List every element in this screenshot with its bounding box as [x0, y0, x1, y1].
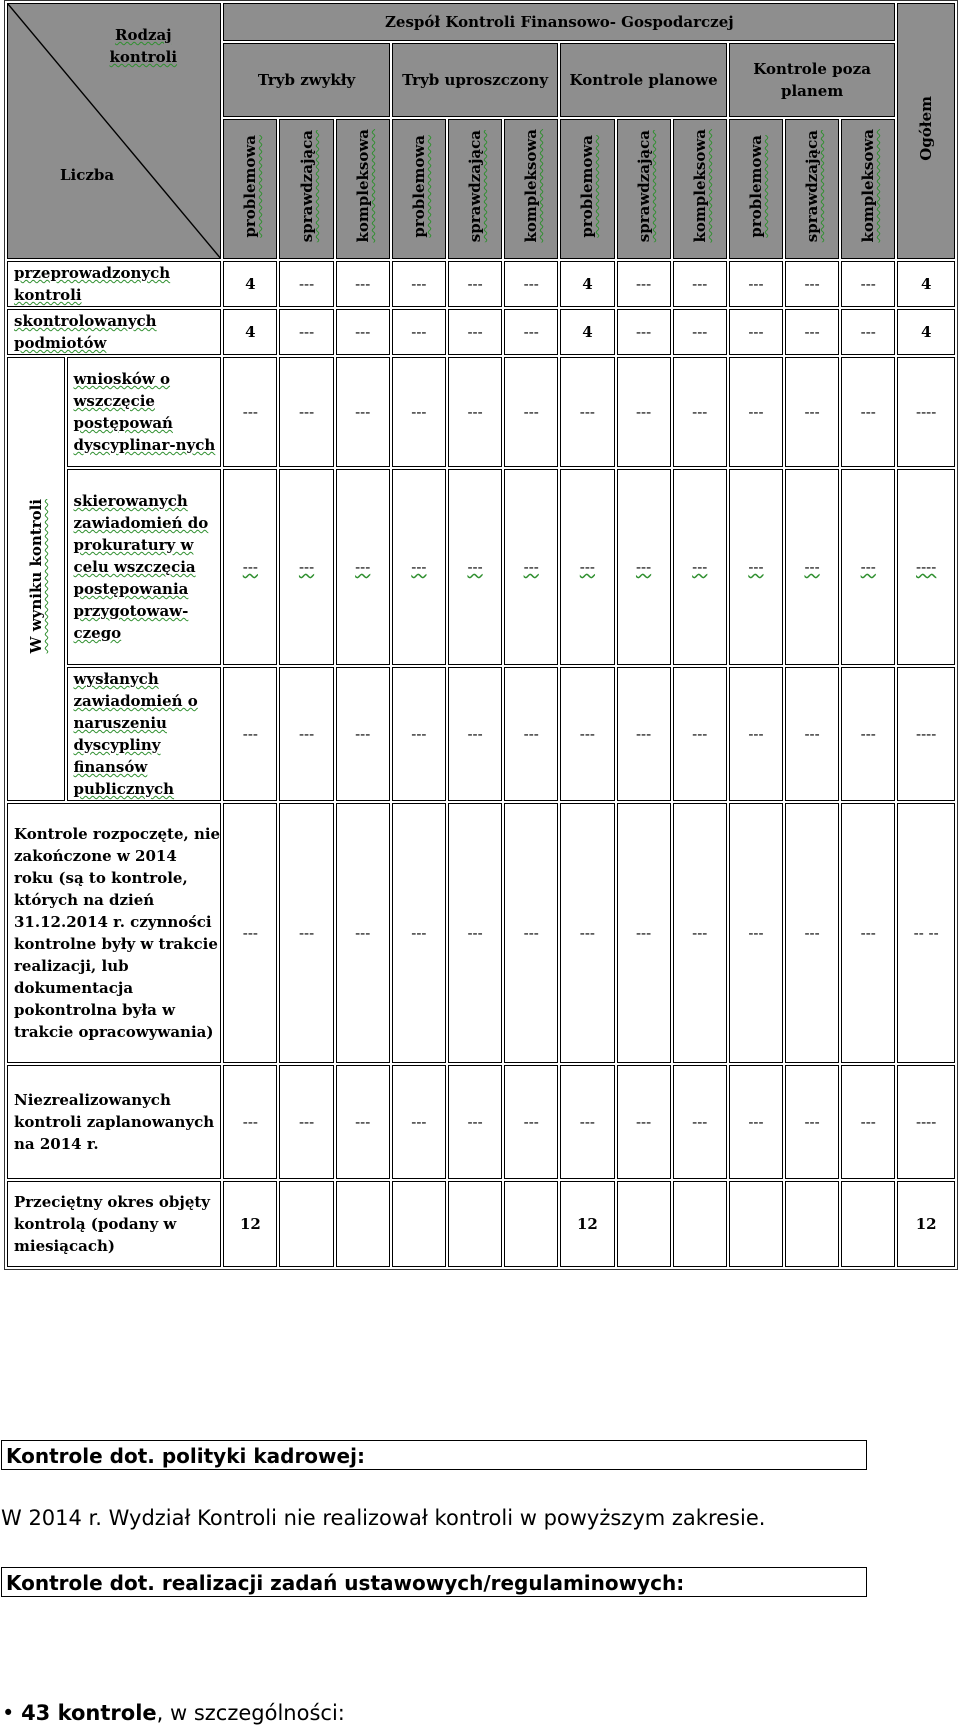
table-cell: ---: [279, 667, 333, 801]
subheader: sprawdzająca: [634, 129, 653, 243]
corner-bottom-label: Liczba: [60, 166, 115, 184]
subheader-cell: [279, 119, 333, 259]
table-cell: ---: [729, 261, 783, 307]
subheader: sprawdzająca: [297, 129, 316, 243]
table-cell: [729, 1181, 783, 1267]
control-table-image: [4, 0, 958, 1278]
table-cell: ---: [504, 309, 558, 355]
table-cell: ---: [841, 1065, 895, 1179]
subheader: kompleksowa: [859, 129, 878, 243]
table-cell: ---: [223, 803, 277, 1063]
table-cell: ---: [336, 1065, 390, 1179]
row-label: wysłanych zawiadomień o naruszeniu dyscypliny finansów publicznych: [67, 667, 222, 801]
table-cell: ---: [279, 1065, 333, 1179]
subheader: problemowa: [746, 134, 765, 238]
table-cell: ---: [673, 803, 727, 1063]
table-cell: ---: [392, 357, 446, 467]
table-cell: ---: [504, 667, 558, 801]
table-cell: ---: [785, 469, 839, 665]
table-cell: 4: [897, 261, 955, 307]
group-header: Tryb zwykły: [223, 43, 390, 117]
table-cell: ---: [223, 357, 277, 467]
group-header: Kontrole poza planem: [729, 43, 896, 117]
table-row: [7, 469, 955, 665]
table-cell: [617, 1181, 671, 1267]
section-title-kadrowa: Kontrole dot. polityki kadrowej:: [1, 1440, 867, 1470]
table-cell: ---: [448, 261, 502, 307]
table-cell: ---: [841, 667, 895, 801]
table-cell: ---: [336, 357, 390, 467]
table-row: [7, 261, 955, 307]
table-cell: ---: [336, 803, 390, 1063]
table-cell: ---: [223, 469, 277, 665]
table-cell: ---: [560, 1065, 614, 1179]
table-row: [7, 667, 955, 801]
table-cell: 12: [897, 1181, 955, 1267]
subheader-cell: [336, 119, 390, 259]
subheader-cell: [392, 119, 446, 259]
bullet-bold: 43 kontrole: [21, 1701, 157, 1725]
table-cell: ---: [336, 667, 390, 801]
table-cell: 4: [560, 261, 614, 307]
table-row: [7, 1181, 955, 1267]
table-cell: ---: [617, 261, 671, 307]
table-cell: [336, 1181, 390, 1267]
table-cell: ---: [729, 357, 783, 467]
row-label: skontrolowanych podmiotów: [7, 309, 221, 355]
table-cell: ---: [279, 803, 333, 1063]
table-cell: ---: [279, 357, 333, 467]
subheader: problemowa: [578, 134, 597, 238]
table-row: [7, 357, 955, 467]
subheader-cell: [785, 119, 839, 259]
table-cell: ---: [448, 1065, 502, 1179]
table-cell: ---: [448, 667, 502, 801]
table-cell: ---: [785, 803, 839, 1063]
row-label: Kontrole rozpoczęte, nie zakończone w 2014 roku (są to kontrole, których na dzień 31.12.2014 r. czynności kontrolne były w trakcie realizacji, lub dokumentacja pokontrolna była w trakcie opracowywania): [7, 803, 221, 1063]
table-cell: ----: [897, 357, 955, 467]
row-label: Przeciętny okres objęty kontrolą (podany w miesiącach): [7, 1181, 221, 1267]
subheader: sprawdzająca: [803, 129, 822, 243]
table-cell: ---: [785, 667, 839, 801]
table-cell: 4: [223, 261, 277, 307]
table-cell: ---: [673, 469, 727, 665]
row-label: skierowanych zawiadomień do prokuratury w celu wszczęcia postępowania przygotowaw-czego: [67, 469, 222, 665]
table-cell: ---: [673, 261, 727, 307]
table-cell: ---: [560, 469, 614, 665]
table-cell: ---: [504, 261, 558, 307]
table-cell: ---: [336, 469, 390, 665]
section-text-kadrowa: W 2014 r. Wydział Kontroli nie realizował kontroli w powyższym zakresie.: [1, 1506, 766, 1530]
table-cell: ---: [392, 261, 446, 307]
table-cell: ---: [729, 309, 783, 355]
subheader-cell: [729, 119, 783, 259]
side-label: W wyniku kontroli: [26, 498, 45, 654]
table-cell: ---: [673, 357, 727, 467]
group-header: Kontrole planowe: [560, 43, 727, 117]
subheader: kompleksowa: [353, 129, 372, 243]
subheader-cell: [673, 119, 727, 259]
table-cell: 12: [223, 1181, 277, 1267]
total-header-cell: [897, 3, 955, 259]
table-cell: [841, 1181, 895, 1267]
table-cell: ---: [617, 803, 671, 1063]
subheader-cell: [504, 119, 558, 259]
table-cell: ---: [392, 1065, 446, 1179]
table-cell: [279, 1181, 333, 1267]
table-cell: 4: [223, 309, 277, 355]
table-cell: ---: [448, 309, 502, 355]
table-cell: ---: [729, 803, 783, 1063]
table-cell: ---: [617, 469, 671, 665]
table-cell: ---: [279, 469, 333, 665]
total-header: Ogółem: [917, 95, 936, 161]
subheader-cell: [841, 119, 895, 259]
table-row: [7, 309, 955, 355]
corner-header-cell: [7, 3, 221, 259]
subheader-cell: [560, 119, 614, 259]
table-cell: ---: [673, 1065, 727, 1179]
main-header: Zespół Kontroli Finansowo- Gospodarczej: [223, 3, 895, 41]
table-cell: ---: [223, 1065, 277, 1179]
subheader: problemowa: [241, 134, 260, 238]
table-cell: ---: [279, 261, 333, 307]
table-cell: ---: [336, 309, 390, 355]
table-cell: ---: [729, 469, 783, 665]
table-cell: ---: [673, 309, 727, 355]
table-cell: ---: [841, 357, 895, 467]
control-table: [4, 0, 958, 1270]
table-cell: ---: [504, 1065, 558, 1179]
subheader: problemowa: [409, 134, 428, 238]
table-cell: ---: [560, 357, 614, 467]
table-cell: ---: [785, 1065, 839, 1179]
table-cell: ---: [785, 261, 839, 307]
table-cell: ----: [897, 667, 955, 801]
table-cell: -- --: [897, 803, 955, 1063]
table-cell: ---: [504, 803, 558, 1063]
table-cell: ---: [617, 309, 671, 355]
table-cell: ---: [841, 803, 895, 1063]
row-label: wniosków o wszczęcie postępowań dyscyplinar-nych: [67, 357, 222, 467]
row-label: przeprowadzonych kontroli: [7, 261, 221, 307]
table-cell: ---: [560, 667, 614, 801]
table-cell: ---: [841, 309, 895, 355]
table-cell: ---: [673, 667, 727, 801]
table-cell: ---: [729, 1065, 783, 1179]
table-cell: ---: [392, 469, 446, 665]
corner-top-label: Rodzaj kontroli: [109, 26, 178, 66]
table-cell: 4: [897, 309, 955, 355]
table-cell: ---: [841, 469, 895, 665]
table-cell: ----: [897, 469, 955, 665]
table-cell: [392, 1181, 446, 1267]
table-cell: ---: [448, 357, 502, 467]
table-cell: ---: [336, 261, 390, 307]
table-cell: ---: [392, 667, 446, 801]
table-cell: ----: [897, 1065, 955, 1179]
table-cell: ---: [392, 309, 446, 355]
table-cell: ---: [841, 261, 895, 307]
table-cell: ---: [785, 357, 839, 467]
subheader: sprawdzająca: [466, 129, 485, 243]
side-label-cell: [7, 357, 65, 801]
subheader-cell: [617, 119, 671, 259]
subheader: kompleksowa: [690, 129, 709, 243]
table-cell: [504, 1181, 558, 1267]
row-label: Niezrealizowanych kontroli zaplanowanych na 2014 r.: [7, 1065, 221, 1179]
table-cell: ---: [785, 309, 839, 355]
table-cell: ---: [617, 667, 671, 801]
subheader: kompleksowa: [522, 129, 541, 243]
table-cell: [785, 1181, 839, 1267]
table-cell: ---: [392, 803, 446, 1063]
table-cell: ---: [448, 803, 502, 1063]
table-cell: ---: [617, 1065, 671, 1179]
subheader-cell: [448, 119, 502, 259]
table-cell: ---: [504, 469, 558, 665]
table-row: [7, 803, 955, 1063]
table-cell: ---: [617, 357, 671, 467]
bullet-icon: •: [2, 1701, 22, 1725]
subheader-cell: [223, 119, 277, 259]
table-cell: ---: [279, 309, 333, 355]
table-cell: ---: [560, 803, 614, 1063]
table-cell: [673, 1181, 727, 1267]
table-cell: 4: [560, 309, 614, 355]
table-cell: ---: [729, 667, 783, 801]
table-cell: ---: [504, 357, 558, 467]
table-cell: [448, 1181, 502, 1267]
table-cell: 12: [560, 1181, 614, 1267]
table-cell: ---: [223, 667, 277, 801]
table-cell: ---: [448, 469, 502, 665]
table-row: [7, 1065, 955, 1179]
bullet-rest: , w szczególności:: [156, 1701, 345, 1725]
section-title-ustawowe: Kontrole dot. realizacji zadań ustawowych/regulaminowych:: [1, 1567, 867, 1597]
group-header: Tryb uproszczony: [392, 43, 559, 117]
